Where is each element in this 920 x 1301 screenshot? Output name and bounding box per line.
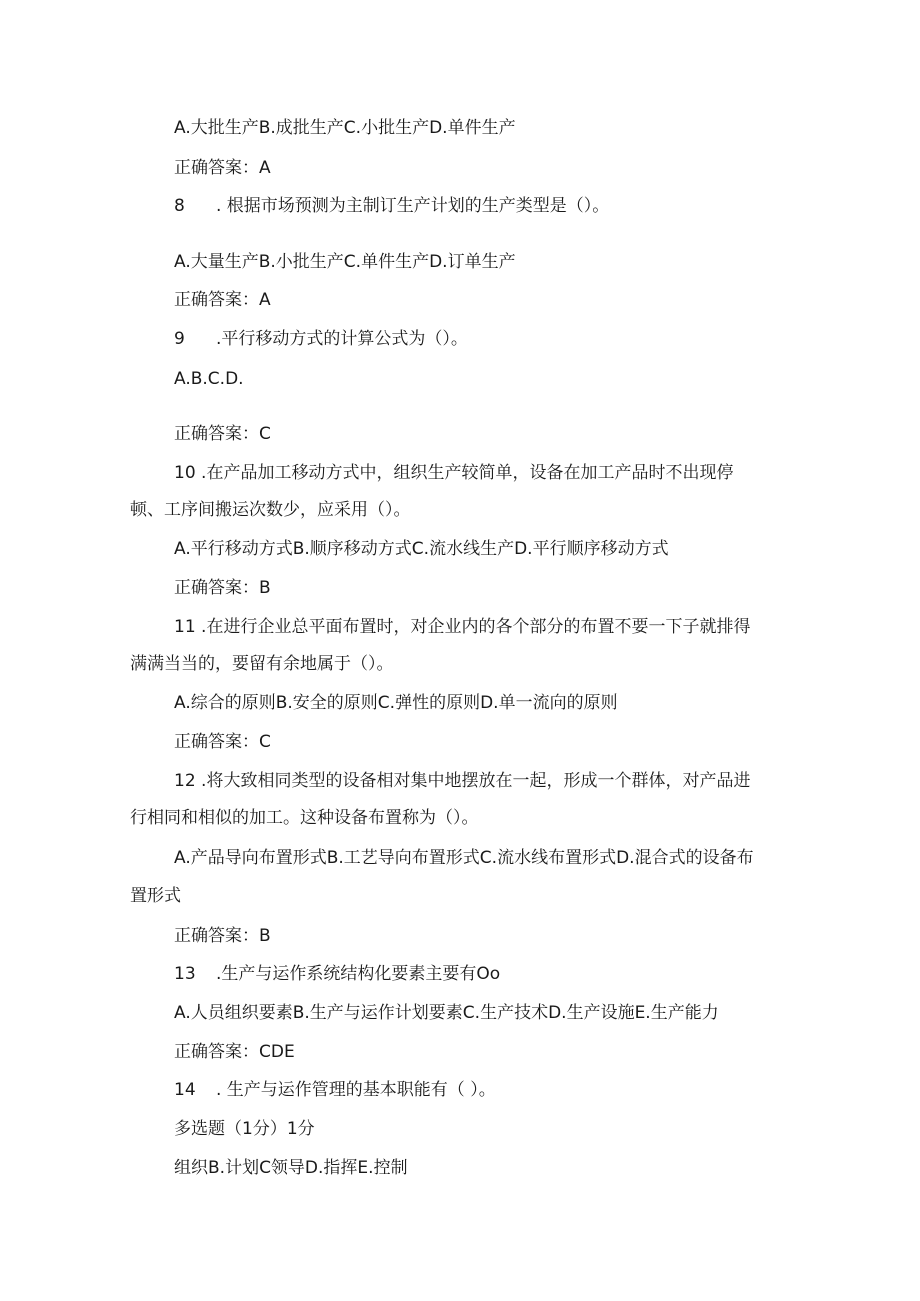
q11-answer: 正确答案：C — [174, 732, 271, 752]
q12-options-line1: A.产品导向布置形式B.工艺导向布置形式C.流水线布置形式D.混合式的设备布 — [174, 848, 754, 868]
q14-meta: 多选题（1分）1分 — [174, 1119, 315, 1139]
q13-number: 13 — [174, 964, 196, 984]
q9-stem: .平行移动方式的计算公式为（）。 — [216, 329, 468, 349]
q10-stem-line2: 顿、工序间搬运次数少，应采用（）。 — [130, 500, 411, 520]
q13-answer: 正确答案：CDE — [174, 1042, 295, 1062]
q11-options: A.综合的原则B.安全的原则C.弹性的原则D.单一流向的原则 — [174, 693, 618, 713]
q14-number: 14 — [174, 1080, 196, 1100]
q11-stem-line1: 11 .在进行企业总平面布置时，对企业内的各个部分的布置不要一下子就排得 — [174, 617, 751, 637]
q8-question — [174, 194, 609, 218]
q14-stem: . 生产与运作管理的基本职能有（ ）。 — [216, 1080, 496, 1100]
q9-number: 9 — [174, 329, 185, 349]
q12-options-line2: 置形式 — [130, 886, 181, 906]
q14-question — [174, 1078, 496, 1102]
q11-stem-line2: 满满当当的，要留有余地属于（）。 — [130, 654, 394, 674]
q13-options: A.人员组织要素B.生产与运作计划要素C.生产技术D.生产设施E.生产能力 — [174, 1003, 719, 1023]
q13-stem: .生产与运作系统结构化要素主要有Oo — [216, 964, 501, 984]
q14-options: 组织B.计划C领导D.指挥E.控制 — [174, 1158, 408, 1178]
q9-question — [174, 327, 468, 351]
q8-answer: 正确答案：A — [174, 290, 271, 310]
q13-question — [174, 962, 500, 986]
q10-options: A.平行移动方式B.顺序移动方式C.流水线生产D.平行顺序移动方式 — [174, 539, 669, 559]
q10-stem-line1: 10 .在产品加工移动方式中，组织生产较简单，设备在加工产品时不出现停 — [174, 463, 734, 483]
q8-number: 8 — [174, 196, 185, 216]
q9-answer: 正确答案：C — [174, 424, 271, 444]
q7-options: A.大批生产B.成批生产C.小批生产D.单件生产 — [174, 118, 516, 138]
q8-stem: . 根据市场预测为主制订生产计划的生产类型是（）。 — [216, 196, 610, 216]
q12-stem-line1: 12 .将大致相同类型的设备相对集中地摆放在一起，形成一个群体，对产品进 — [174, 771, 751, 791]
q12-answer: 正确答案：B — [174, 926, 271, 946]
q10-answer: 正确答案：B — [174, 578, 271, 598]
q9-options: A.B.C.D. — [174, 369, 244, 389]
q12-stem-line2: 行相同和相似的加工。这种设备布置称为（）。 — [130, 808, 479, 828]
q7-answer: 正确答案：A — [174, 158, 271, 178]
q8-options: A.大量生产B.小批生产C.单件生产D.订单生产 — [174, 252, 516, 272]
